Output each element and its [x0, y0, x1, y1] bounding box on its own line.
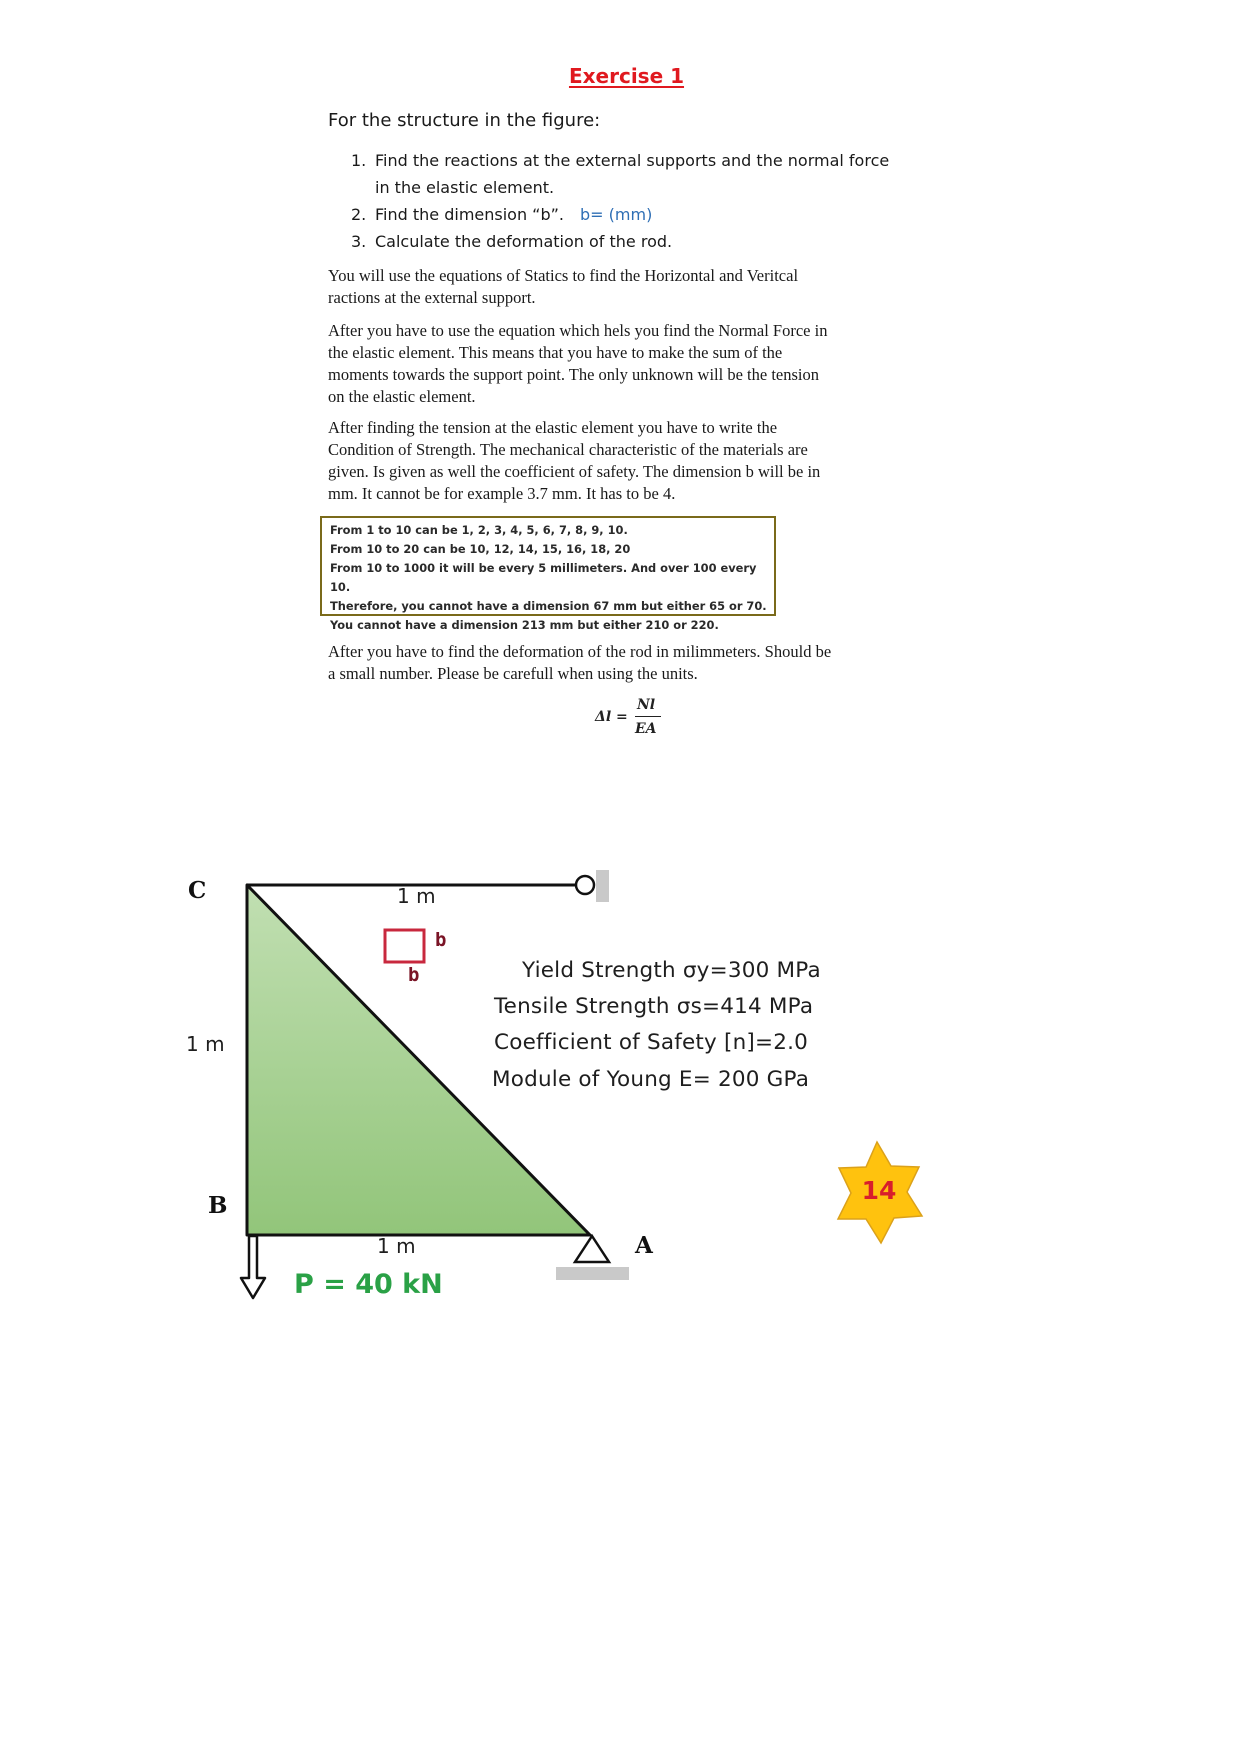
ground-base-icon	[556, 1267, 629, 1280]
deformation-paragraph: After you have to find the deformation of the rod in milimmeters. Should be a small number. Please be carefull when using the units.	[328, 642, 832, 683]
load-arrow-icon	[241, 1236, 265, 1298]
young-modulus: Module of Young E= 200 GPa	[492, 1067, 810, 1092]
yield-strength: Yield Strength σy=300 MPa	[522, 958, 821, 983]
dim-left-label: 1 m	[186, 1032, 225, 1056]
dim-top-label: 1 m	[397, 884, 436, 908]
point-b-label: B	[208, 1192, 228, 1219]
badge-number: 14	[861, 1176, 897, 1205]
cross-section-square	[385, 930, 424, 962]
task-1: 1. Find the reactions at the external supports and the normal force	[351, 151, 890, 170]
pin-joint-icon	[576, 876, 594, 894]
strength-condition-paragraph: After finding the tension at the elastic element you have to write the Condition of Strength. The mechanical characteristic of the materials are given. Is given as well the coefficient of safety. The dimension b will be in mm. It cannot be for example 3.7 mm. It has to be 4.	[328, 418, 821, 503]
section-b-side-label: b	[435, 929, 447, 951]
intro-text: For the structure in the figure:	[328, 110, 601, 131]
tensile-strength: Tensile Strength σs=414 MPa	[494, 994, 814, 1019]
pinned-support-icon	[575, 1236, 609, 1262]
dimension-rules-box: From 1 to 10 can be 1, 2, 3, 4, 5, 6, 7, 8, 9, 10. From 10 to 20 can be 10, 12, 14, 15, 16, 18, 20 From 10 to 1000 it will be every 5 millimeters. And over 100 every 10. Therefore, you cannot have a dimension 67 mm but either 65 or 70. You cannot have a dimension 213 mm but either 210 or 220.	[320, 516, 776, 616]
task-3: 3. Calculate the deformation of the rod.	[351, 232, 673, 251]
wall-support-icon	[596, 870, 609, 902]
normal-force-paragraph: After you have to use the equation which hels you find the Normal Force in the elastic element. This means that you have to make the sum of the moments towards the support point. The only unknown will be the tension on the elastic element.	[328, 321, 828, 406]
dim-bottom-label: 1 m	[377, 1234, 416, 1258]
statics-paragraph: You will use the equations of Statics to find the Horizontal and Veritcal ractions at the external support.	[328, 266, 799, 307]
load-label: P = 40 kN	[294, 1269, 443, 1300]
point-a-label: A	[635, 1232, 653, 1259]
task-2: 2. Find the dimension “b”. b= (mm)	[351, 205, 653, 224]
point-c-label: C	[188, 877, 207, 904]
safety-coefficient: Coefficient of Safety [n]=2.0	[494, 1030, 808, 1055]
task-1-continued: in the elastic element.	[375, 178, 555, 197]
section-b-bottom-label: b	[408, 964, 420, 986]
b-answer-field: b= (mm)	[580, 205, 653, 224]
exercise-title: Exercise 1	[568, 64, 685, 88]
